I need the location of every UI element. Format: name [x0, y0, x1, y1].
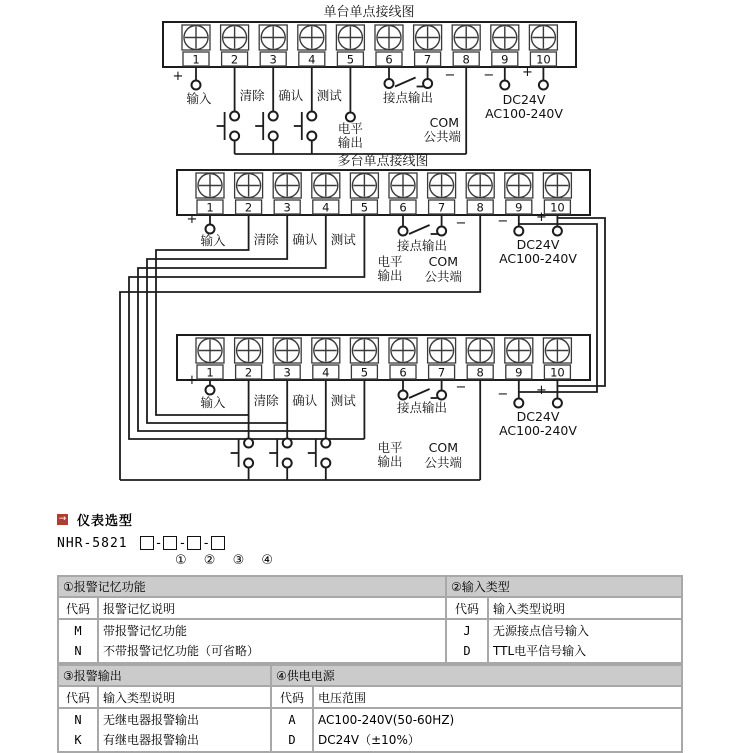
box-separator: -: [178, 535, 187, 551]
section1-desc-header: 报警记忆说明: [98, 597, 446, 619]
box-separator: -: [154, 535, 163, 551]
label-confirm: 确认: [292, 393, 318, 408]
terminal-number: 1: [206, 200, 214, 215]
label-level-output: 电平: [377, 254, 403, 269]
label-com: COM: [429, 115, 459, 130]
terminal-number: 2: [230, 52, 239, 67]
terminal-number: 4: [322, 365, 330, 380]
label-contact-output: 接点输出: [396, 400, 448, 415]
label-input: 输入: [200, 233, 226, 248]
mark-1: ①: [175, 553, 187, 568]
label-level-output: 输出: [377, 454, 403, 469]
minus-sign: −: [455, 216, 467, 231]
label-common: 公共端: [423, 129, 461, 144]
model-selection-section: [57, 511, 683, 753]
box-separator: -: [202, 535, 211, 551]
terminal-number: 4: [322, 200, 330, 215]
terminal-number: 3: [269, 52, 277, 67]
label-level-output: 电平: [337, 121, 363, 136]
order-box-3: [187, 536, 201, 550]
section1-codes: M N: [58, 619, 98, 663]
minus-sign: −: [483, 68, 495, 83]
plus-sign: +: [186, 212, 198, 227]
terminal-number: 6: [385, 52, 393, 67]
label-com: COM: [428, 440, 458, 455]
section2-descs: 无源接点信号输入 TTL电平信号输入: [488, 619, 682, 663]
plus-sign: +: [186, 373, 198, 388]
section4-desc-header: 电压范围: [313, 686, 682, 708]
label-contact-output: 接点输出: [396, 238, 448, 253]
section3-desc-header: 输入类型说明: [98, 686, 271, 708]
terminal-number: 4: [308, 52, 316, 67]
section4-codes: A D: [271, 708, 313, 752]
label-test: 测试: [330, 232, 356, 247]
terminal-number: 1: [192, 52, 200, 67]
model-number: NHR-5821: [57, 535, 128, 551]
plus-sign: +: [535, 210, 547, 225]
label-input: 输入: [200, 395, 226, 410]
terminal-number: 2: [244, 365, 253, 380]
label-level-output: 输出: [337, 135, 363, 150]
label-input: 输入: [186, 91, 212, 106]
minus-sign: −: [444, 68, 456, 83]
terminal-number: 8: [476, 200, 484, 215]
section4-title: ④供电电源: [271, 665, 682, 686]
section2-codes: J D: [446, 619, 488, 663]
model-code-line: [57, 533, 683, 553]
mark-3: ③: [232, 553, 245, 568]
section2-code-header: 代码: [446, 597, 488, 619]
order-box-4: [211, 536, 225, 550]
terminal-number: 10: [550, 365, 565, 380]
label-common: 公共端: [424, 455, 462, 470]
minus-sign: −: [497, 214, 509, 229]
label-contact-output: 接点输出: [382, 90, 434, 105]
section2-title: ②输入类型: [446, 576, 682, 597]
section1-descs: 带报警记忆功能 不带报警记忆功能（可省略）: [98, 619, 446, 663]
terminal-number: 7: [437, 200, 446, 215]
terminal-number: 9: [515, 200, 523, 215]
section3-descs: 无继电器报警输出 有继电器报警输出: [98, 708, 271, 752]
order-box-1: [140, 536, 154, 550]
label-confirm: 确认: [292, 232, 318, 247]
label-confirm: 确认: [278, 88, 304, 103]
section4-descs: AC100-240V(50-60HZ) DC24V（±10%）: [313, 708, 682, 752]
label-power-dc: DC24V: [516, 409, 560, 424]
wiring-diagram-multi: [120, 153, 605, 480]
terminal-number: 5: [360, 200, 369, 215]
label-level-output: 输出: [377, 268, 403, 283]
plus-sign: +: [172, 69, 184, 84]
minus-sign: −: [497, 387, 509, 402]
selection-table-upper: [57, 575, 683, 664]
selection-heading: [57, 511, 683, 527]
section4-code-header: 代码: [271, 686, 313, 708]
label-level-output: 电平: [377, 440, 403, 455]
terminal-number: 7: [437, 365, 446, 380]
plus-sign: +: [521, 65, 533, 80]
label-power-ac: AC100-240V: [499, 423, 577, 438]
label-clear: 清除: [253, 393, 279, 408]
label-test: 测试: [330, 393, 356, 408]
diagram-title: 单台单点接线图: [323, 5, 415, 20]
terminal-number: 8: [462, 52, 470, 67]
section1-title: ①报警记忆功能: [58, 576, 446, 597]
label-power-ac: AC100-240V: [485, 106, 563, 121]
terminal-number: 1: [206, 365, 214, 380]
selection-title: 仪表选型: [77, 513, 134, 529]
label-common: 公共端: [424, 269, 462, 284]
section3-codes: N K: [58, 708, 98, 752]
wiring-diagram-single: [163, 4, 576, 154]
order-marks: [57, 553, 683, 575]
section3-title: ③报警输出: [58, 665, 271, 686]
terminal-number: 10: [536, 52, 551, 67]
section2-desc-header: 输入类型说明: [488, 597, 682, 619]
red-arrow-bullet-icon: →: [58, 513, 67, 524]
section1-code-header: 代码: [58, 597, 98, 619]
label-test: 测试: [316, 88, 342, 103]
terminal-number: 2: [244, 200, 253, 215]
terminal-number: 6: [399, 365, 407, 380]
plus-sign: +: [535, 383, 547, 398]
terminal-number: 9: [501, 52, 509, 67]
label-power-dc: DC24V: [516, 237, 560, 252]
selection-table-lower: [57, 664, 683, 753]
terminal-number: 5: [346, 52, 355, 67]
terminal-number: 3: [283, 200, 291, 215]
label-power-dc: DC24V: [502, 92, 546, 107]
diagram-title: 多台单点接线图: [337, 154, 429, 169]
terminal-number: 10: [550, 200, 565, 215]
terminal-number: 9: [515, 365, 523, 380]
label-clear: 清除: [253, 232, 279, 247]
label-power-ac: AC100-240V: [499, 251, 577, 266]
minus-sign: −: [455, 380, 467, 395]
label-clear: 清除: [239, 88, 265, 103]
section3-code-header: 代码: [58, 686, 98, 708]
order-box-2: [163, 536, 177, 550]
terminal-number: 3: [283, 365, 291, 380]
terminal-number: 7: [423, 52, 432, 67]
label-com: COM: [428, 254, 458, 269]
terminal-number: 8: [476, 365, 484, 380]
mark-4: ④: [261, 553, 274, 568]
terminal-number: 5: [360, 365, 369, 380]
terminal-number: 6: [399, 200, 407, 215]
mark-2: ②: [203, 553, 216, 568]
